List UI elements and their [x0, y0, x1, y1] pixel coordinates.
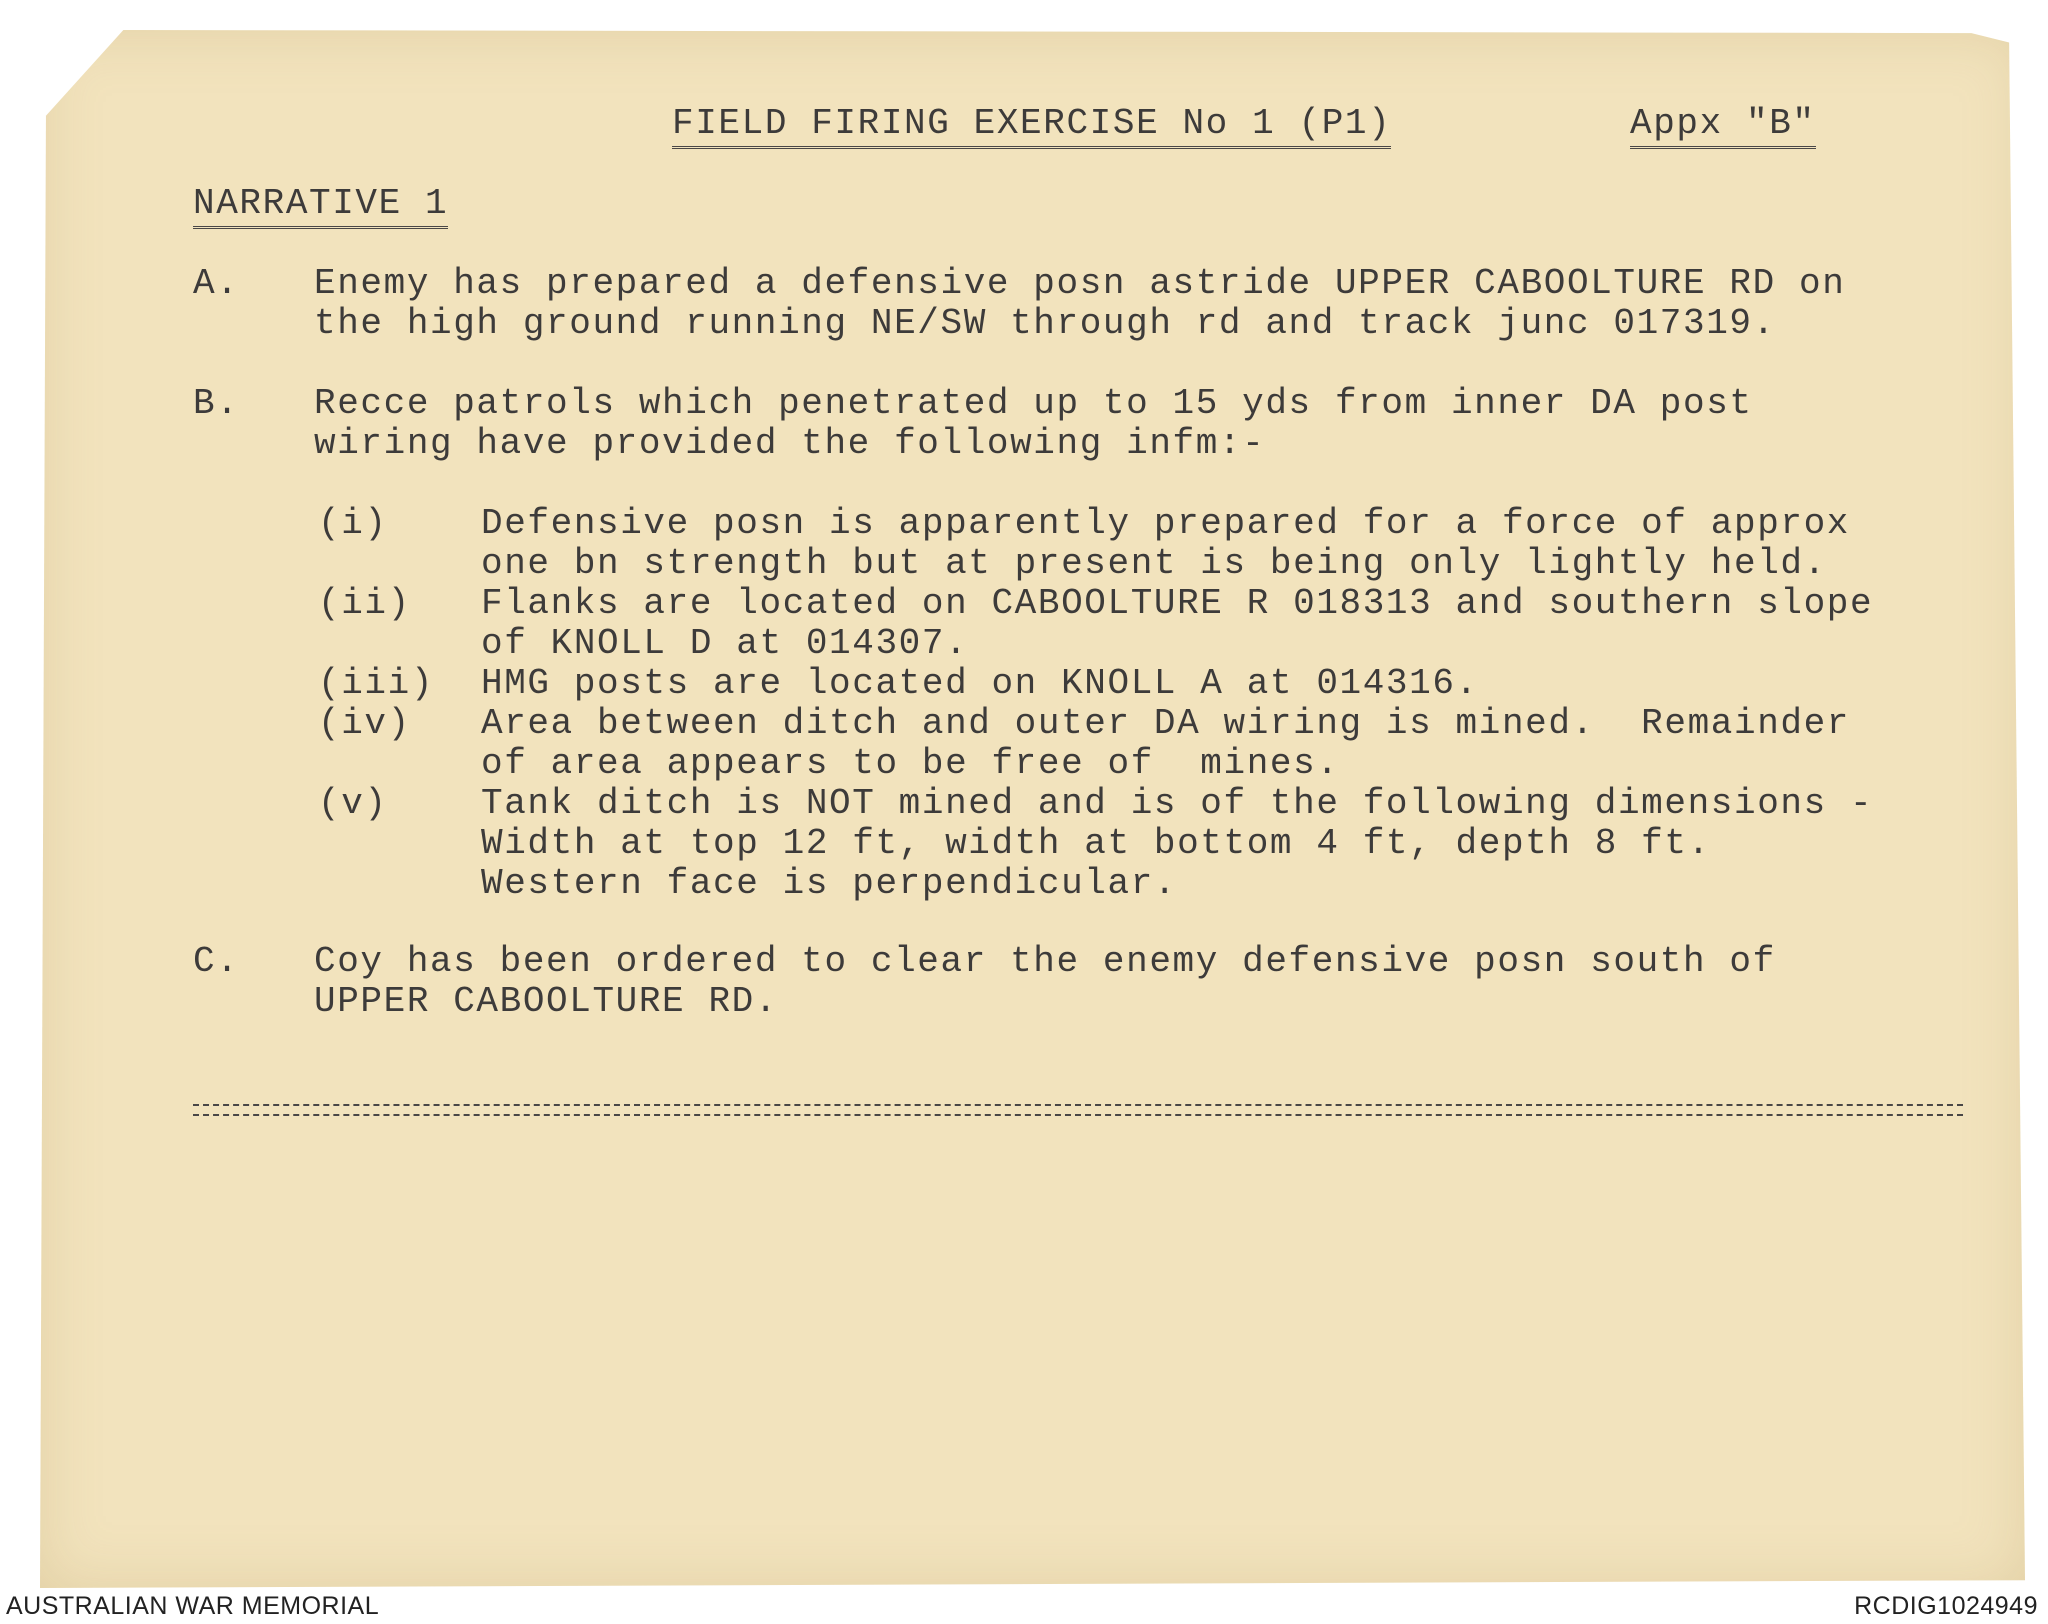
item-ii-line-2: of KNOLL D at 014307.: [481, 623, 969, 664]
item-i-line-2: one bn strength but at present is being only lightly held.: [481, 543, 1827, 584]
item-ii-line-1: Flanks are located on CABOOLTURE R 018313 and southern slope: [481, 583, 1874, 624]
para-b-label: B.: [193, 383, 240, 424]
para-a-line-1: Enemy has prepared a defensive posn astride UPPER CABOOLTURE RD on: [314, 263, 1846, 304]
document-title: FIELD FIRING EXERCISE No 1 (P1): [672, 104, 1391, 149]
para-c-label: C.: [193, 941, 240, 982]
item-v-line-3: Western face is perpendicular.: [481, 863, 1178, 904]
item-iv-line-2: of area appears to be free of mines.: [481, 743, 1340, 784]
item-iii-line-1: HMG posts are located on KNOLL A at 014316.: [481, 663, 1479, 704]
item-iv-line-1: Area between ditch and outer DA wiring is mined. Remainder: [481, 703, 1851, 744]
appendix-label: Appx "B": [1630, 104, 1816, 149]
item-v-line-2: Width at top 12 ft, width at bottom 4 ft, depth 8 ft.: [481, 823, 1711, 864]
item-ii-label: (ii): [318, 583, 411, 624]
source-label: AUSTRALIAN WAR MEMORIAL: [6, 1592, 380, 1620]
para-b-line-2: wiring have provided the following infm:-: [314, 423, 1266, 464]
para-c-line-1: Coy has been ordered to clear the enemy defensive posn south of: [314, 941, 1776, 982]
item-iv-label: (iv): [318, 703, 411, 744]
para-a-label: A.: [193, 263, 240, 304]
para-a-line-2: the high ground running NE/SW through rd and track junc 017319.: [314, 303, 1776, 344]
catalogue-id: RCDIG1024949: [1854, 1592, 2038, 1620]
para-c-line-2: UPPER CABOOLTURE RD.: [314, 981, 779, 1022]
narrative-heading: NARRATIVE 1: [193, 184, 448, 229]
item-iii-label: (iii): [318, 663, 435, 704]
para-b-line-1: Recce patrols which penetrated up to 15 yds from inner DA post: [314, 383, 1753, 424]
item-i-label: (i): [318, 503, 388, 544]
item-i-line-1: Defensive posn is apparently prepared for a force of approx: [481, 503, 1851, 544]
item-v-label: (v): [318, 783, 388, 824]
item-v-line-1: Tank ditch is NOT mined and is of the following dimensions -: [481, 783, 1874, 824]
double-rule-divider: [193, 1104, 1963, 1116]
